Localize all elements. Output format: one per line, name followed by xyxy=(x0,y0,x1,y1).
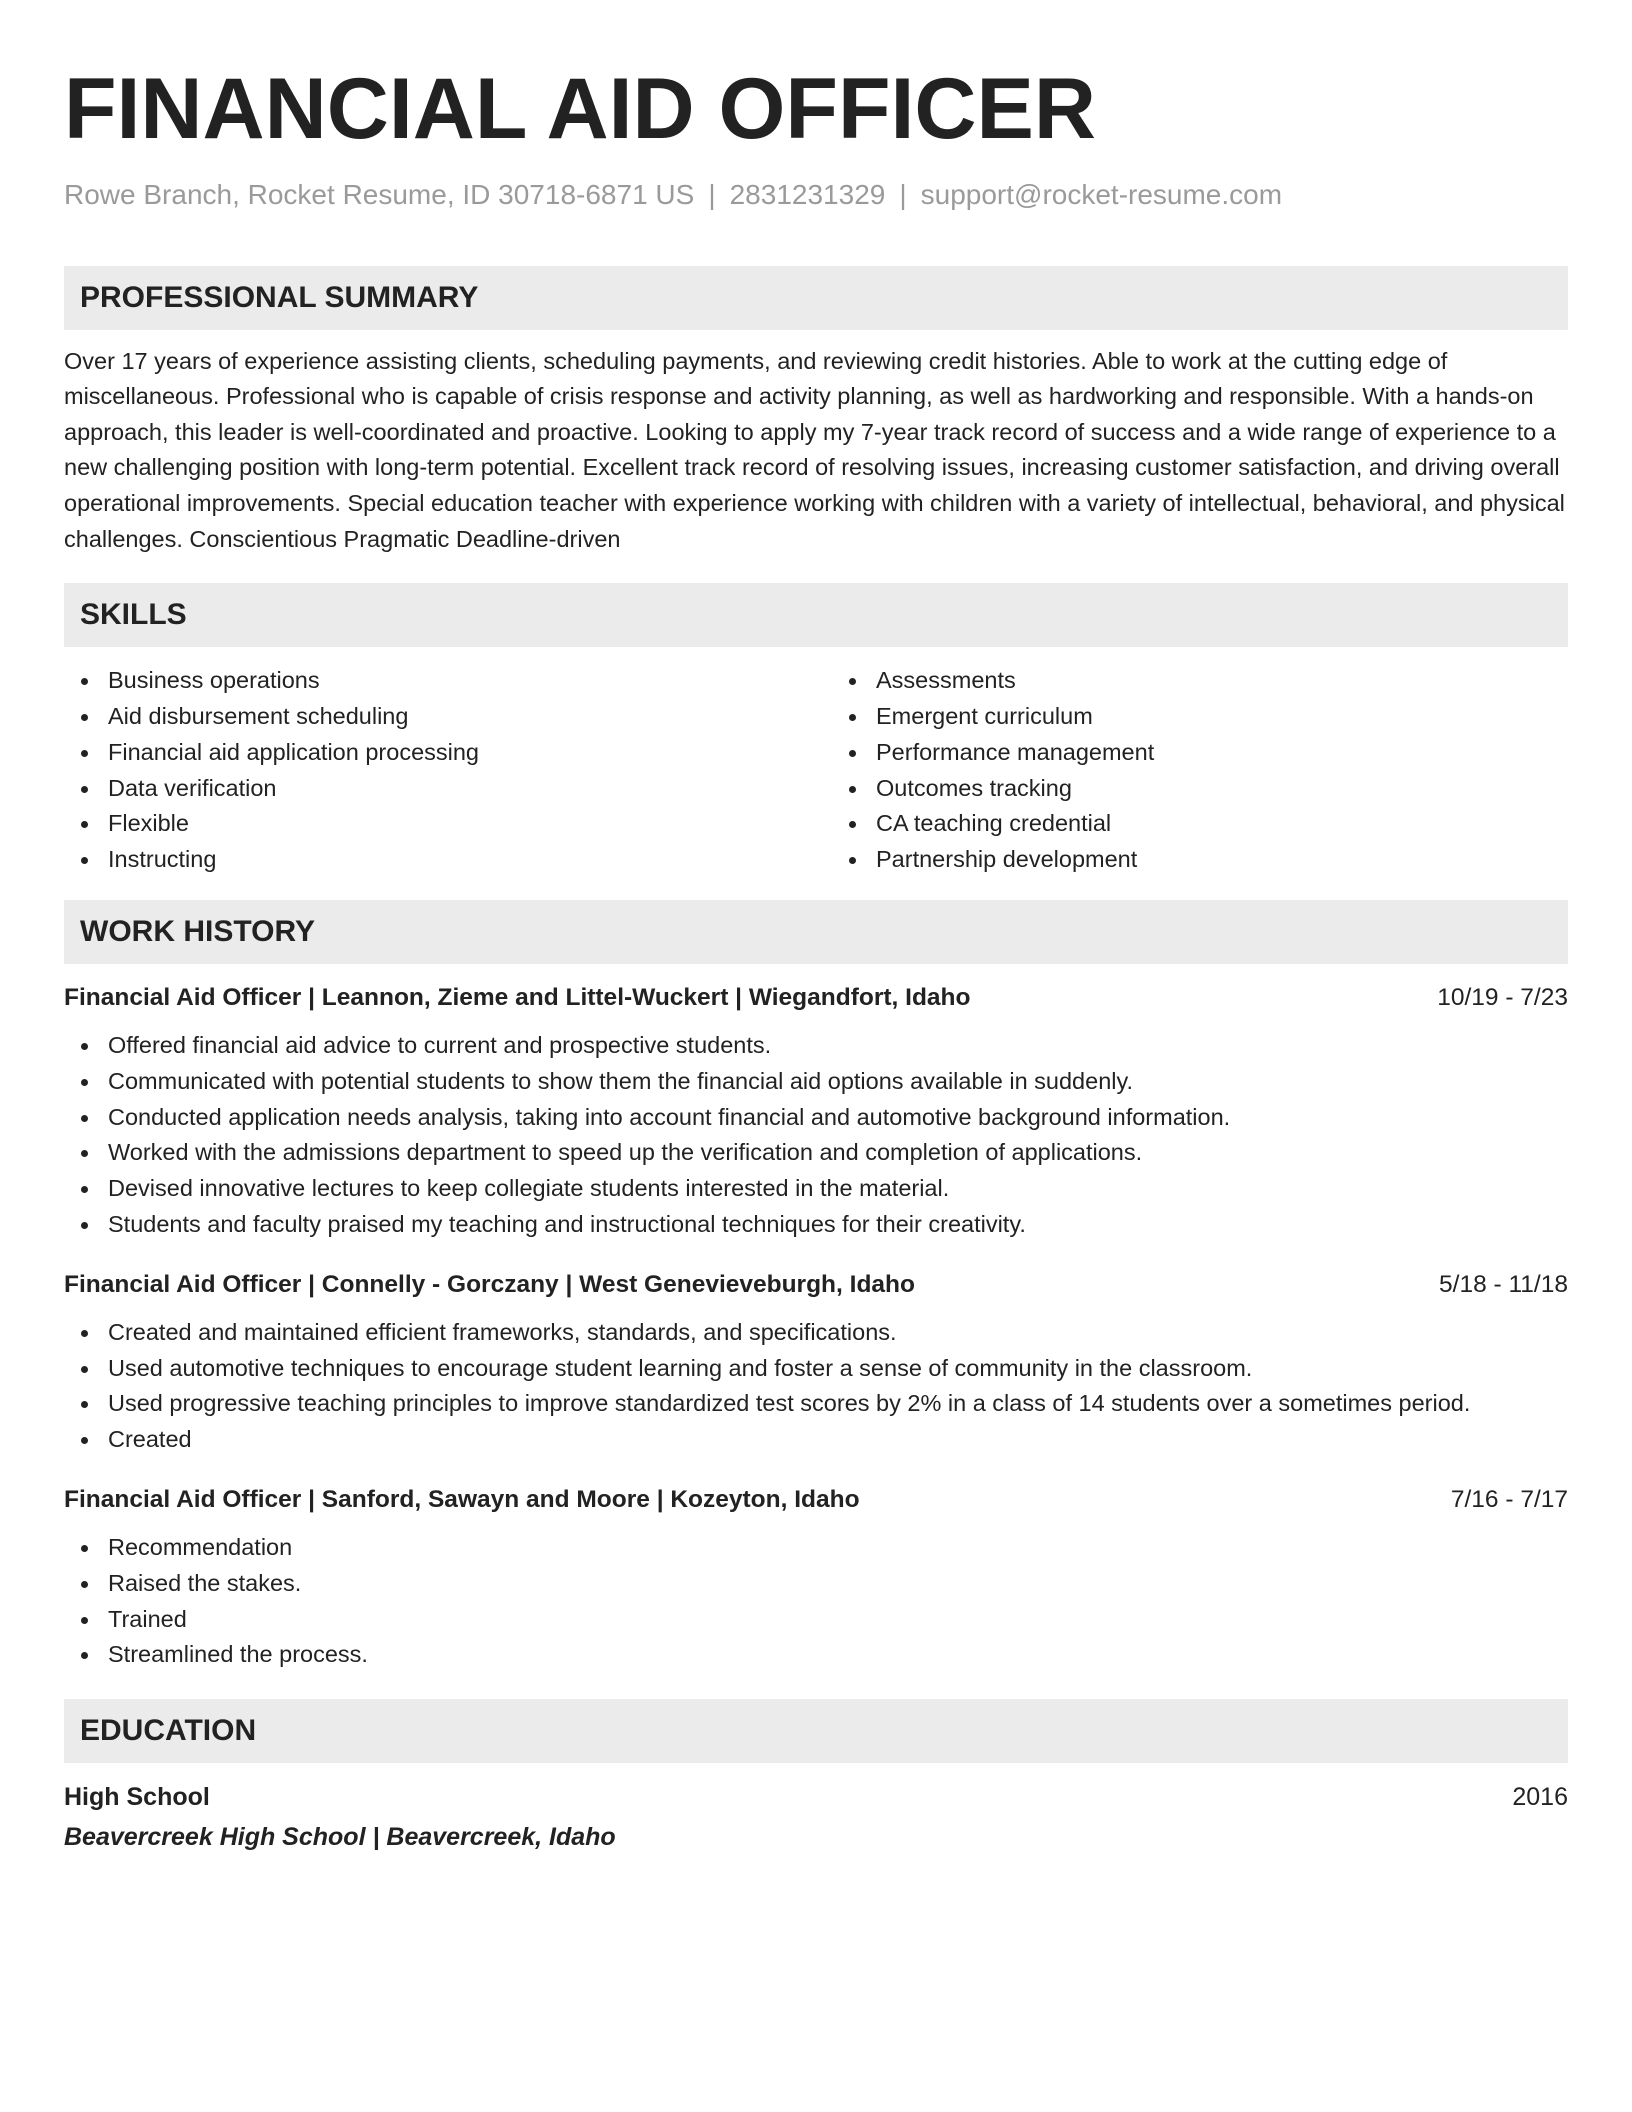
job-bullet: Created and maintained efficient frameworks, standards, and specifications. xyxy=(108,1315,1568,1351)
contact-separator: | xyxy=(708,179,716,210)
job-dates: 10/19 - 7/23 xyxy=(1437,983,1568,1011)
job-header xyxy=(64,1484,1568,1516)
contact-line xyxy=(64,178,1568,212)
skill-item: Data verification xyxy=(108,771,816,807)
summary-heading: PROFESSIONAL SUMMARY xyxy=(64,266,1568,330)
job-title: Financial Aid Officer | Sanford, Sawayn and Moore | Kozeyton, Idaho xyxy=(64,1485,860,1513)
job-bullet: Recommendation xyxy=(108,1530,1568,1566)
education-entry xyxy=(64,1781,1568,1853)
job-bullet: Used progressive teaching principles to improve standardized test scores by 2% in a class of 14 students over a sometimes period. xyxy=(108,1386,1568,1422)
job-title: Financial Aid Officer | Leannon, Zieme and Littel-Wuckert | Wiegandfort, Idaho xyxy=(64,983,971,1011)
skill-item: Outcomes tracking xyxy=(876,771,1568,807)
job-bullet: Raised the stakes. xyxy=(108,1566,1568,1602)
job-bullet: Devised innovative lectures to keep collegiate students interested in the material. xyxy=(108,1171,1568,1207)
job-bullet: Created xyxy=(108,1422,1568,1458)
job-header xyxy=(64,982,1568,1014)
skill-item: Instructing xyxy=(108,842,816,878)
skills-column-left xyxy=(64,663,816,878)
work-history-heading: WORK HISTORY xyxy=(64,900,1568,964)
job-bullet: Worked with the admissions department to speed up the verification and completion of applications. xyxy=(108,1135,1568,1171)
summary-text: Over 17 years of experience assisting clients, scheduling payments, and reviewing credit histories. Able to work at the cutting edge of miscellaneous. Professional who is capable of crisis response and activity planning, as well as hardworking and responsible. With a hands-on approach, this leader is well-coordinated and proactive. Looking to apply my 7-year track record of success and a wide range of experience to a new challenging position with long-term potential. Excellent track record of resolving issues, increasing customer satisfaction, and driving overall operational improvements. Special education teacher with experience working with children with a variety of intellectual, behavioral, and physical challenges. Conscientious Pragmatic Deadline-driven xyxy=(64,347,1565,552)
skill-item: Emergent curriculum xyxy=(876,699,1568,735)
skills-list xyxy=(64,663,1568,878)
job-bullet: Streamlined the process. xyxy=(108,1637,1568,1673)
job-bullet: Trained xyxy=(108,1602,1568,1638)
job-title: Financial Aid Officer | Connelly - Gorczany | West Genevieveburgh, Idaho xyxy=(64,1270,915,1298)
job-bullet: Students and faculty praised my teaching and instructional techniques for their creativity. xyxy=(108,1207,1568,1243)
skill-item: CA teaching credential xyxy=(876,806,1568,842)
job-bullets xyxy=(64,1028,1568,1243)
job-bullets xyxy=(64,1315,1568,1458)
job-dates: 7/16 - 7/17 xyxy=(1450,1485,1568,1513)
job-header xyxy=(64,1269,1568,1301)
contact-email: support@rocket-resume.com xyxy=(920,179,1283,210)
job-bullet: Offered financial aid advice to current and prospective students. xyxy=(108,1028,1568,1064)
contact-address: Rowe Branch, Rocket Resume, ID 30718-6871 US xyxy=(64,179,695,210)
job-bullet: Used automotive techniques to encourage student learning and foster a sense of community in the classroom. xyxy=(108,1351,1568,1387)
skills-heading: SKILLS xyxy=(64,583,1568,647)
skill-item: Assessments xyxy=(876,663,1568,699)
skill-item: Partnership development xyxy=(876,842,1568,878)
education-school: Beavercreek High School | Beavercreek, Idaho xyxy=(64,1823,616,1852)
skill-item: Performance management xyxy=(876,735,1568,771)
skills-column-right xyxy=(816,663,1568,878)
skill-item: Business operations xyxy=(108,663,816,699)
education-degree: High School xyxy=(64,1783,210,1812)
contact-phone: 2831231329 xyxy=(729,179,886,210)
education-heading: EDUCATION xyxy=(64,1699,1568,1763)
job-bullets xyxy=(64,1530,1568,1673)
skill-item: Aid disbursement scheduling xyxy=(108,699,816,735)
job-bullet: Conducted application needs analysis, taking into account financial and automotive background information. xyxy=(108,1100,1568,1136)
job-dates: 5/18 - 11/18 xyxy=(1439,1270,1568,1298)
job-entry xyxy=(64,1269,1568,1458)
education-year: 2016 xyxy=(1512,1783,1568,1812)
skill-item: Flexible xyxy=(108,806,816,842)
job-bullet: Communicated with potential students to show them the financial aid options available in suddenly. xyxy=(108,1064,1568,1100)
resume-name: FINANCIAL AID OFFICER xyxy=(64,61,1096,157)
skill-item: Financial aid application processing xyxy=(108,735,816,771)
contact-separator: | xyxy=(899,179,907,210)
education-header xyxy=(64,1781,1568,1813)
job-entry xyxy=(64,1484,1568,1673)
job-entry xyxy=(64,982,1568,1243)
